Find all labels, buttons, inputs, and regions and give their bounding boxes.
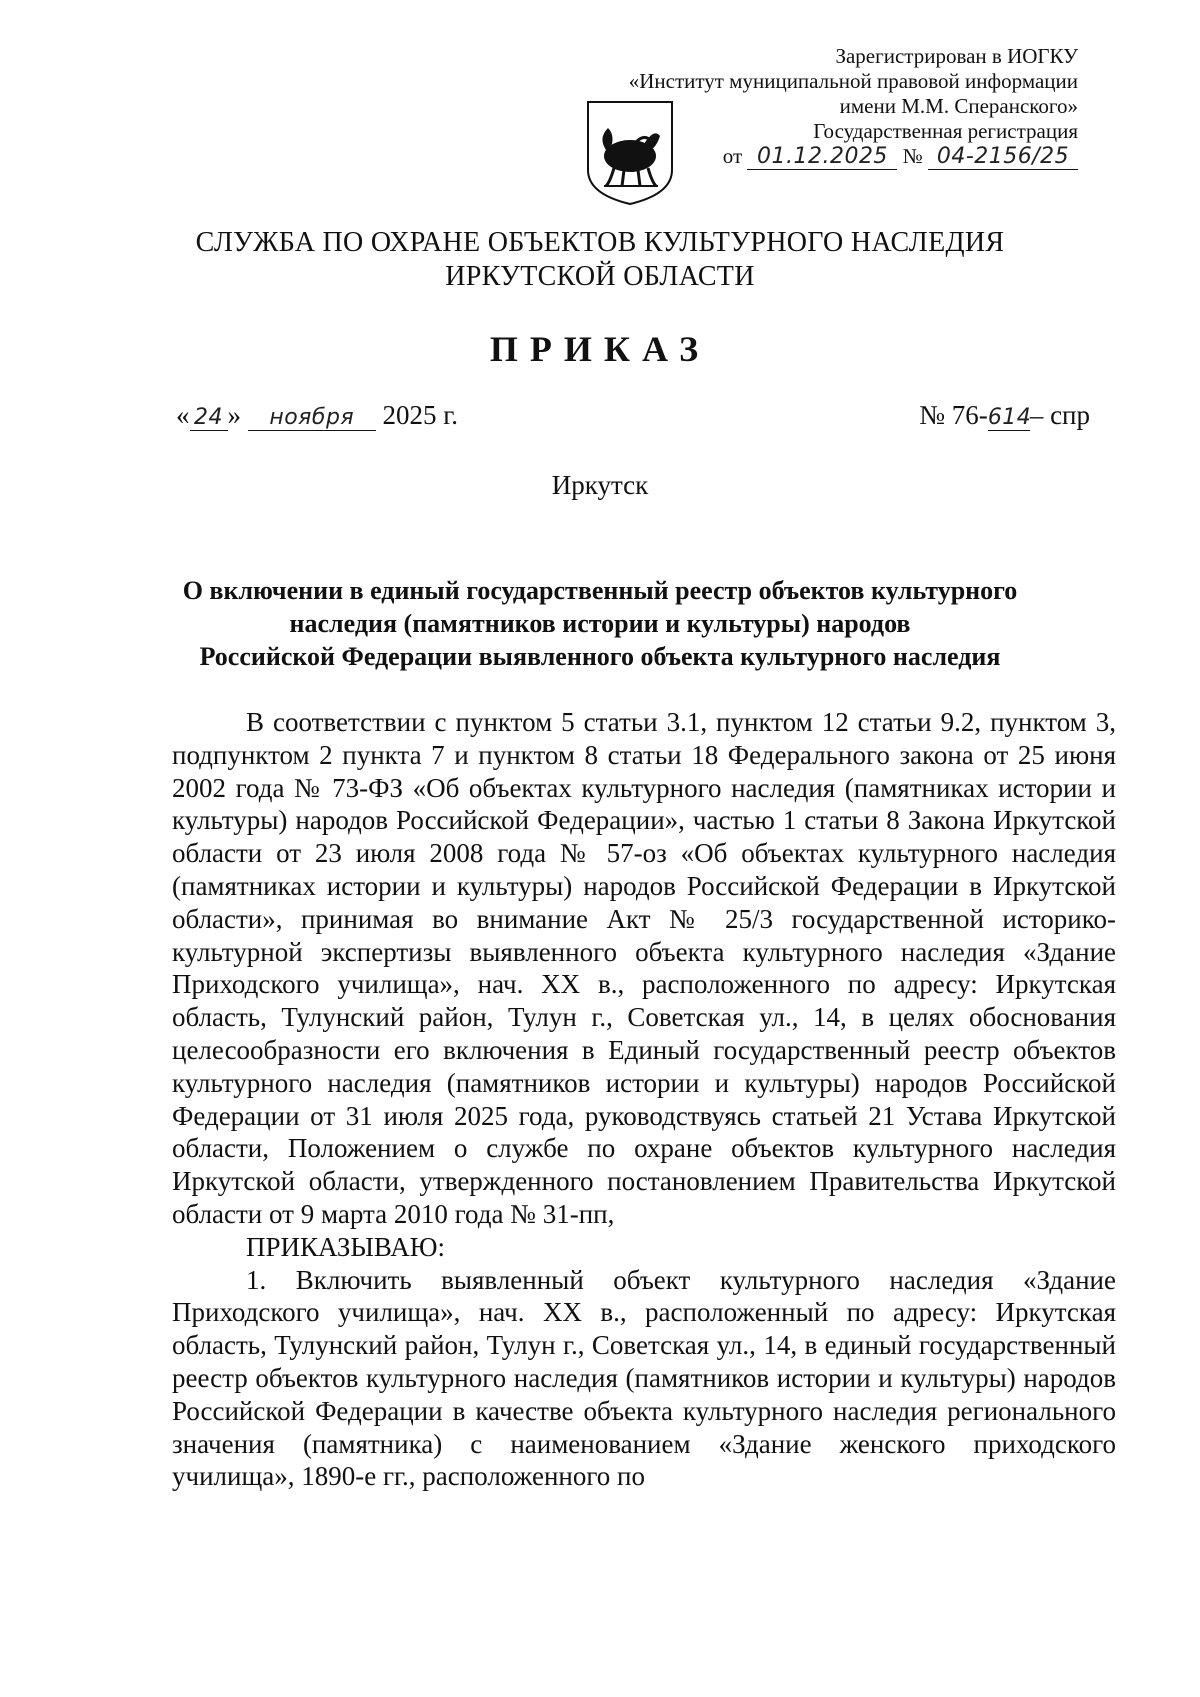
organization-line-2: ИРКУТСКОЙ ОБЛАСТИ bbox=[445, 261, 755, 292]
command-word: ПРИКАЗЫВАЮ: bbox=[246, 1231, 445, 1262]
registration-line-4: Государственная регистрация bbox=[813, 119, 1078, 143]
order-item-1: 1. Включить выявленный объект культурного наследия «Здание Приходского училища», нач. XX в., расположенный по адресу: Иркутская область, Тулунский район, Тулун г., Советская ул., 14, в единый государственный реестр объектов культурного наследия (памятников истории и культуры) народов Российской Федерации в качестве объекта культурного наследия регионального значения (памятника) с наименованием «Здание женского приходского училища», 1890-е гг., расположенного по bbox=[172, 1264, 1116, 1492]
title-line-2: наследия (памятников истории и культуры) народов bbox=[289, 609, 911, 638]
order-year: 2025 г. bbox=[382, 400, 459, 430]
registration-from-label: от bbox=[722, 144, 743, 168]
order-month: ноября bbox=[248, 406, 376, 431]
irkutsk-coat-of-arms-icon bbox=[584, 98, 676, 208]
city: Иркутск bbox=[551, 470, 649, 500]
document-body bbox=[172, 706, 1116, 1493]
registration-number-label: № bbox=[902, 144, 923, 168]
document-type: ПРИКАЗ bbox=[489, 329, 711, 369]
registration-date: 01.12.2025 bbox=[747, 145, 897, 170]
order-day: 24 bbox=[190, 406, 228, 431]
registration-number: 04-2156/25 bbox=[928, 145, 1078, 170]
quote-open: « bbox=[176, 400, 190, 430]
order-number bbox=[919, 400, 1090, 431]
organization-header bbox=[0, 226, 1200, 294]
registration-line-1: Зарегистрирован в ИОГКУ bbox=[835, 44, 1078, 68]
order-date bbox=[176, 400, 458, 431]
document-title bbox=[0, 574, 1200, 673]
title-line-1: О включении в единый государственный реестр объектов культурного bbox=[182, 576, 1018, 605]
order-number-handwritten: 614 bbox=[987, 405, 1032, 430]
registration-line-2: «Институт муниципальной правовой информации bbox=[628, 69, 1078, 93]
order-number-prefix: № 76- bbox=[919, 400, 988, 430]
title-line-3: Российской Федерации выявленного объекта культурного наследия bbox=[199, 642, 1001, 671]
order-number-suffix: – спр bbox=[1029, 400, 1090, 430]
organization-line-1: СЛУЖБА ПО ОХРАНЕ ОБЪЕКТОВ КУЛЬТУРНОГО НАСЛЕДИЯ bbox=[195, 227, 1005, 258]
quote-close: » bbox=[227, 400, 241, 430]
registration-line-3: имени М.М. Сперанского» bbox=[839, 94, 1078, 118]
preamble-paragraph: В соответствии с пунктом 5 статьи 3.1, пунктом 12 статьи 9.2, пунктом 3, подпунктом 2 пункта 7 и пунктом 8 статьи 18 Федерального закона от 25 июня 2002 года № 73-ФЗ «Об объектах культурного наследия (памятниках истории и культуры) народов Российской Федерации», частью 1 статьи 8 Закона Иркутской области от 23 июля 2008 года № 57-оз «Об объектах культурного наследия (памятниках истории и культуры) народов Российской Федерации в Иркутской области», принимая во внимание Акт № 25/3 государственной историко-культурной экспертизы выявленного объекта культурного наследия «Здание Приходского училища», нач. XX в., расположенного по адресу: Иркутская область, Тулунский район, Тулун г., Советская ул., 14, в целях обоснования целесообразности его включения в Единый государственный реестр объектов культурного наследия (памятников истории и культуры) народов Российской Федерации от 31 июля 2025 года, руководствуясь статьей 21 Устава Иркутской области, Положением о службе по охране объектов культурного наследия Иркутской области, утвержденного постановлением Правительства Иркутской области от 9 марта 2010 года № 31-пп, bbox=[172, 707, 1116, 1229]
